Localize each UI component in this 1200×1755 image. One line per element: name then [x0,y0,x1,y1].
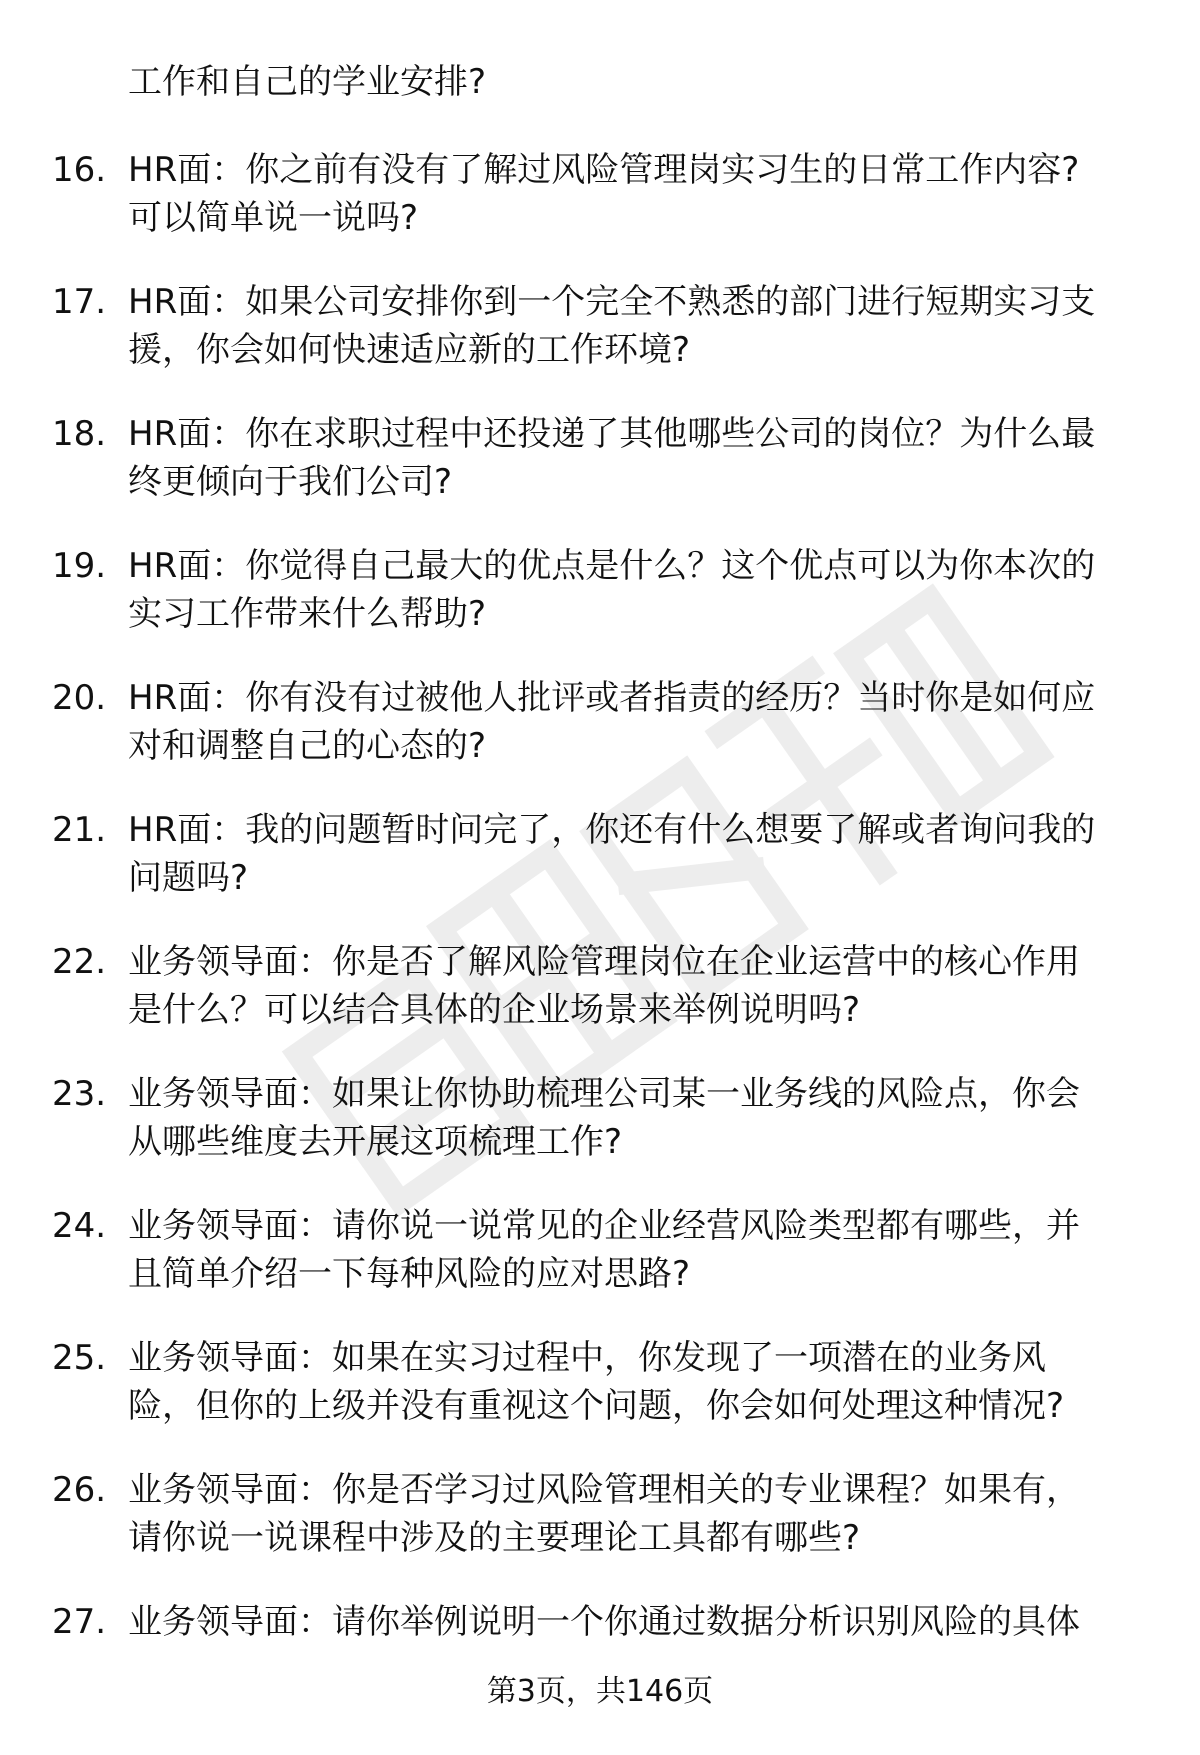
question-number: 20. [52,678,107,718]
question-list [0,146,1200,1730]
question-line: 险，但你的上级并没有重视这个问题，你会如何处理这种情况? [128,1386,1065,1426]
question-text [128,278,1168,374]
question-item [0,1466,1200,1598]
question-line: HR面：你之前有没有了解过风险管理岗实习生的日常工作内容? [128,150,1080,190]
question-line: 问题吗? [128,858,249,898]
question-line: 从哪些维度去开展这项梳理工作? [128,1122,623,1162]
question-line: 请你说一说课程中涉及的主要理论工具都有哪些? [128,1518,861,1558]
question-item [0,410,1200,542]
question-number: 27. [52,1602,107,1642]
question-text [128,1202,1168,1298]
question-text [128,1598,1168,1646]
page-footer: 第3页，共146页 [486,1674,714,1709]
question-line: HR面：你有没有过被他人批评或者指责的经历？当时你是如何应 [128,678,1096,718]
question-item [0,278,1200,410]
question-text [128,938,1168,1034]
question-item [0,674,1200,806]
question-item [0,146,1200,278]
question-text [128,146,1168,242]
question-line: 是什么？可以结合具体的企业场景来举例说明吗? [128,990,861,1030]
question-item [0,1334,1200,1466]
question-text [128,1334,1168,1430]
question-line: 且简单介绍一下每种风险的应对思路? [128,1254,691,1294]
question-line: 实习工作带来什么帮助? [128,594,487,634]
question-text [128,542,1168,638]
question-item [0,806,1200,938]
question-line: HR面：如果公司安排你到一个完全不熟悉的部门进行短期实习支 [128,282,1096,322]
question-text [128,1070,1168,1166]
question-text [128,410,1168,506]
question-item [0,1202,1200,1334]
question-line: 业务领导面：如果在实习过程中，你发现了一项潜在的业务风 [128,1338,1046,1378]
continued-question-text: 工作和自己的学业安排? [128,62,487,102]
question-line: 业务领导面：请你举例说明一个你通过数据分析识别风险的具体 [128,1602,1080,1642]
question-line: 终更倾向于我们公司? [128,462,453,502]
question-number: 25. [52,1338,107,1378]
question-item [0,1070,1200,1202]
question-number: 18. [52,414,107,454]
question-number: 21. [52,810,107,850]
question-line: 业务领导面：你是否了解风险管理岗位在企业运营中的核心作用 [128,942,1080,982]
question-line: 援，你会如何快速适应新的工作环境? [128,330,691,370]
question-line: 可以简单说一说吗? [128,198,419,238]
question-line: 业务领导面：你是否学习过风险管理相关的专业课程？如果有， [128,1470,1080,1510]
question-line: 业务领导面：如果让你协助梳理公司某一业务线的风险点，你会 [128,1074,1080,1114]
question-line: HR面：你在求职过程中还投递了其他哪些公司的岗位？为什么最 [128,414,1096,454]
question-line: HR面：你觉得自己最大的优点是什么？这个优点可以为你本次的 [128,546,1096,586]
question-text [128,806,1168,902]
question-item [0,542,1200,674]
question-number: 24. [52,1206,107,1246]
question-number: 22. [52,942,107,982]
question-text [128,1466,1168,1562]
question-number: 17. [52,282,107,322]
question-number: 19. [52,546,107,586]
question-number: 26. [52,1470,107,1510]
question-text [128,674,1168,770]
question-number: 16. [52,150,107,190]
question-line: 业务领导面：请你说一说常见的企业经营风险类型都有哪些，并 [128,1206,1080,1246]
question-line: HR面：我的问题暂时问完了，你还有什么想要了解或者询问我的 [128,810,1096,850]
question-item [0,938,1200,1070]
question-number: 23. [52,1074,107,1114]
question-line: 对和调整自己的心态的? [128,726,487,766]
